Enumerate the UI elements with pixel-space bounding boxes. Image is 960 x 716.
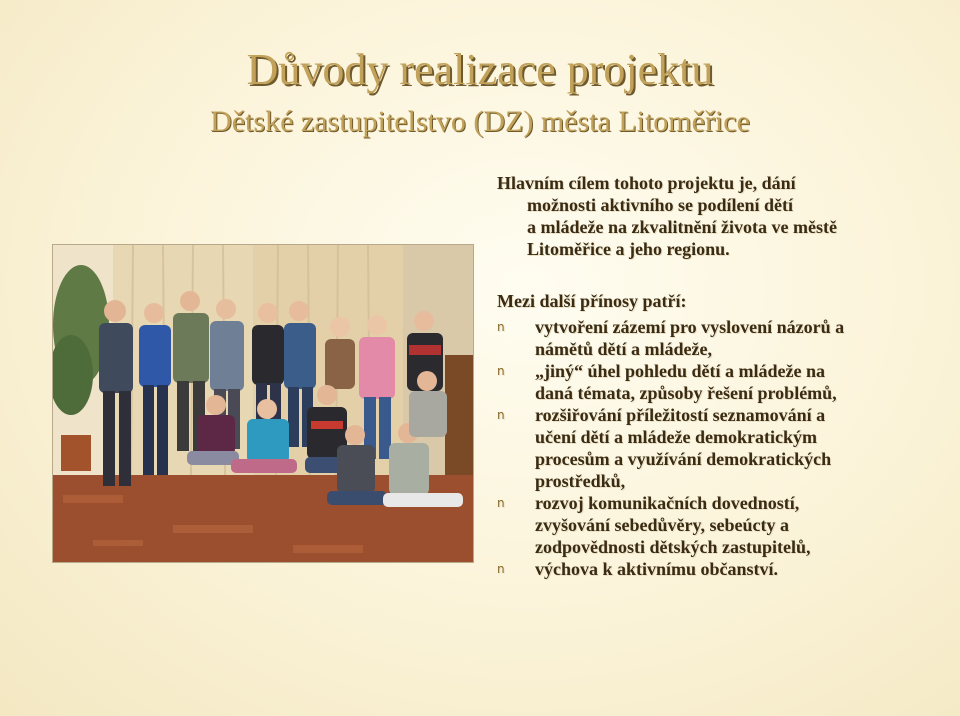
intro-line: Hlavním cílem tohoto projektu je, dání — [497, 173, 796, 193]
list-item-line: procesům a využívání demokratických — [535, 449, 832, 469]
benefits-heading: Mezi další přínosy patří: — [497, 291, 687, 311]
list-item-line: daná témata, způsoby řešení problémů, — [535, 383, 837, 403]
list-item — [497, 360, 917, 404]
list-item-line: zodpovědnosti dětských zastupitelů, — [535, 537, 811, 557]
group-photo-illustration — [53, 245, 473, 562]
list-item — [497, 316, 917, 360]
list-item-line: „jiný“ úhel pohledu dětí a mládeže na — [535, 361, 826, 381]
bullet-icon: n — [497, 496, 505, 510]
bullet-icon: n — [497, 562, 505, 576]
benefits-list — [497, 316, 917, 580]
list-item — [497, 404, 917, 492]
list-item-line: vytvoření zázemí pro vyslovení názorů a — [535, 317, 845, 337]
list-item-line: zvyšování sebedůvěry, sebeúcty a — [535, 515, 789, 535]
group-photo — [52, 244, 474, 563]
bullet-icon: n — [497, 320, 505, 334]
bullet-icon: n — [497, 408, 505, 422]
bullet-icon: n — [497, 364, 505, 378]
list-item-line: učení dětí a mládeže demokratickým — [535, 427, 817, 447]
list-item-line: výchova k aktivnímu občanství. — [535, 559, 779, 579]
slide-title: Důvody realizace projektu — [246, 45, 714, 94]
intro-line: možnosti aktivního se podílení dětí — [527, 195, 794, 215]
intro-paragraph — [497, 172, 937, 260]
intro-line: a mládeže na zkvalitnění života ve městě — [527, 217, 837, 237]
list-item-line: námětů dětí a mládeže, — [535, 339, 712, 359]
list-item-line: prostředků, — [535, 471, 626, 491]
list-item-line: rozšiřování příležitostí seznamování a — [535, 405, 826, 425]
list-item — [497, 492, 917, 558]
intro-line: Litoměřice a jeho regionu. — [527, 239, 730, 259]
list-item-line: rozvoj komunikačních dovedností, — [535, 493, 800, 513]
slide-subtitle: Dětské zastupitelstvo (DZ) města Litoměřice — [210, 105, 750, 138]
list-item — [497, 558, 917, 580]
